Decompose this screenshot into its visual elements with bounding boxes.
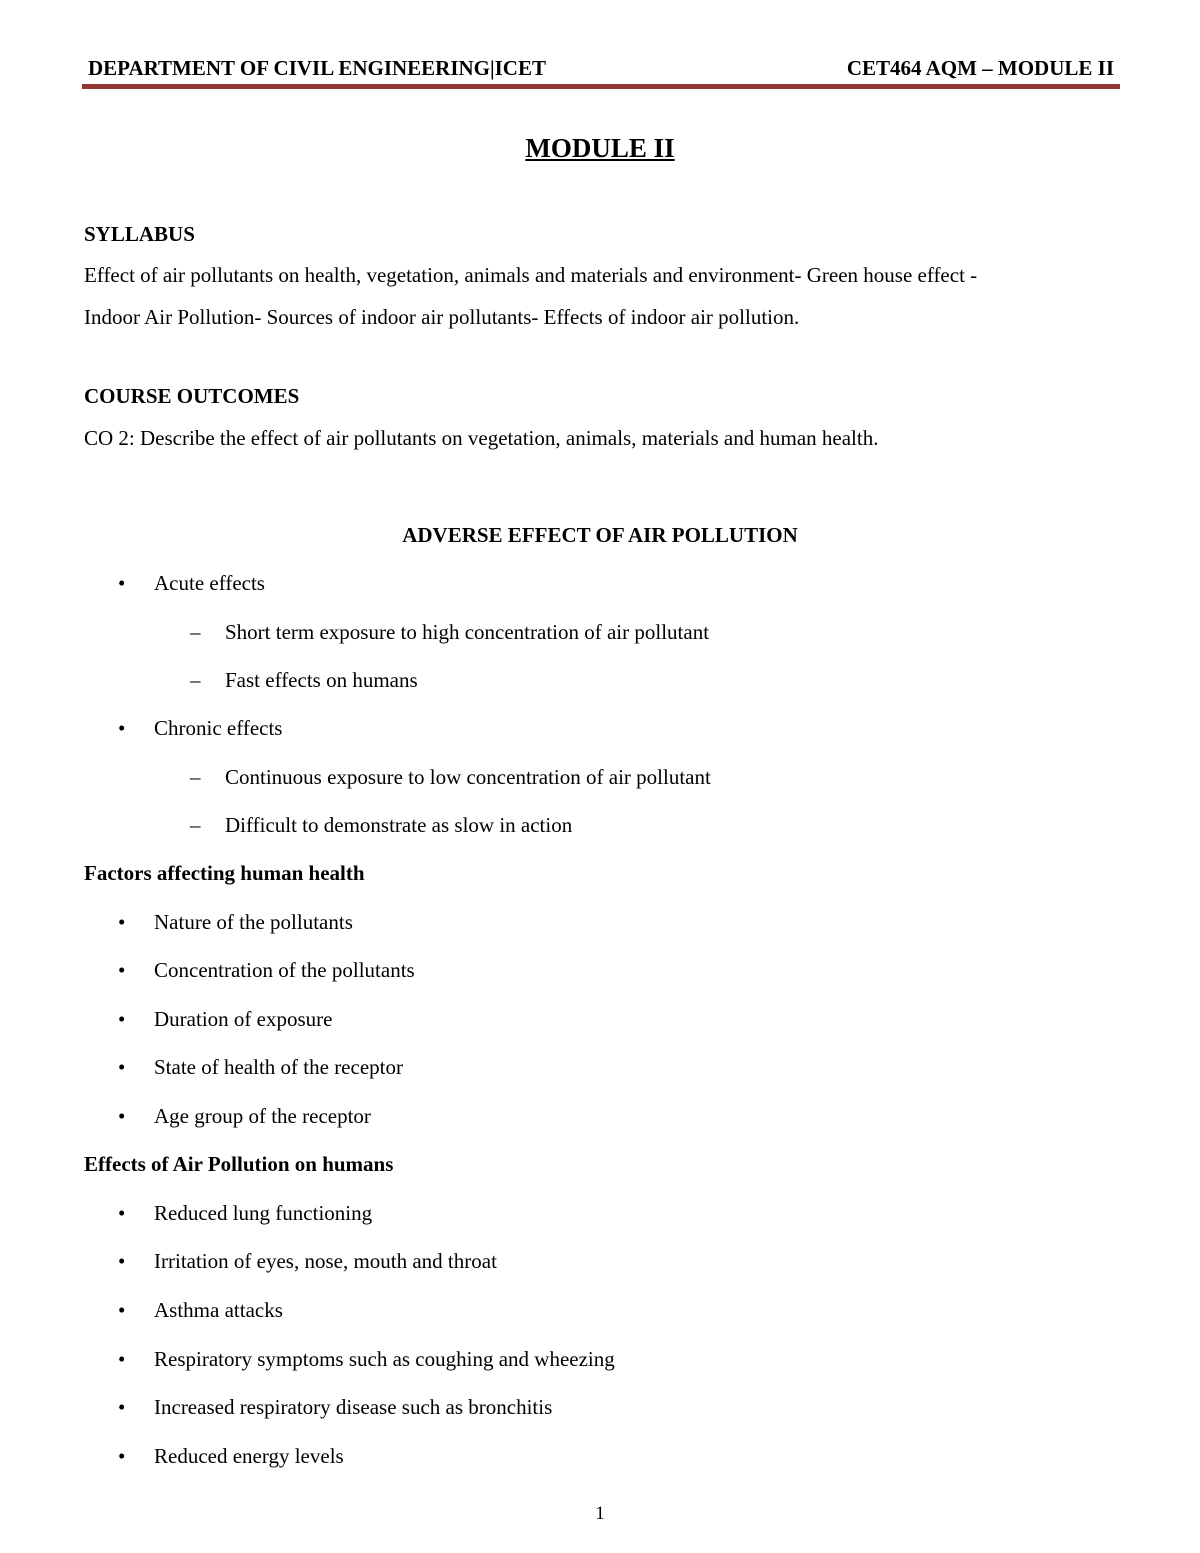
outcomes-heading: COURSE OUTCOMES xyxy=(84,384,300,408)
effects-heading: Effects of Air Pollution on humans xyxy=(84,1152,394,1176)
bullet-icon: • xyxy=(118,1444,126,1468)
dash-icon: – xyxy=(190,620,201,644)
effect-item: Reduced lung functioning xyxy=(154,1201,373,1225)
effect-item: Respiratory symptoms such as coughing and wheezing xyxy=(154,1347,615,1371)
page-title: MODULE II xyxy=(525,133,675,163)
course-outcome-2: CO 2: Describe the effect of air pollutants on vegetation, animals, materials and human health. xyxy=(84,426,879,450)
factors-heading: Factors affecting human health xyxy=(84,861,365,885)
syllabus-line-1: Effect of air pollutants on health, vegetation, animals and materials and environment- Green house effect - xyxy=(84,263,978,287)
bullet-icon: • xyxy=(118,571,126,595)
factor-item: Age group of the receptor xyxy=(154,1104,371,1128)
bullet-icon: • xyxy=(118,1104,126,1128)
acute-effects-label: Acute effects xyxy=(154,571,265,595)
chronic-effects-label: Chronic effects xyxy=(154,716,283,740)
factor-item: Duration of exposure xyxy=(154,1007,333,1031)
header-department: DEPARTMENT OF CIVIL ENGINEERING|ICET xyxy=(88,56,546,80)
dash-icon: – xyxy=(190,765,201,789)
factor-item: Concentration of the pollutants xyxy=(154,958,415,982)
bullet-icon: • xyxy=(118,910,126,934)
effect-item: Reduced energy levels xyxy=(154,1444,344,1468)
bullet-icon: • xyxy=(118,1055,126,1079)
adverse-effect-heading: ADVERSE EFFECT OF AIR POLLUTION xyxy=(402,523,798,547)
factor-item: Nature of the pollutants xyxy=(154,910,353,934)
header-rule xyxy=(82,84,1120,89)
bullet-icon: • xyxy=(118,1201,126,1225)
effect-item: Irritation of eyes, nose, mouth and throat xyxy=(154,1249,497,1273)
dash-icon: – xyxy=(190,668,201,692)
factor-item: State of health of the receptor xyxy=(154,1055,403,1079)
acute-item: Short term exposure to high concentration of air pollutant xyxy=(225,620,710,644)
syllabus-line-2: Indoor Air Pollution- Sources of indoor air pollutants- Effects of indoor air pollution. xyxy=(84,305,800,329)
bullet-icon: • xyxy=(118,1395,126,1419)
bullet-icon: • xyxy=(118,1007,126,1031)
effect-item: Increased respiratory disease such as bronchitis xyxy=(154,1395,553,1419)
syllabus-heading: SYLLABUS xyxy=(84,222,195,246)
chronic-item: Continuous exposure to low concentration of air pollutant xyxy=(225,765,711,789)
header-course-code: CET464 AQM – MODULE II xyxy=(846,56,1114,80)
page-number: 1 xyxy=(595,1503,605,1524)
bullet-icon: • xyxy=(118,958,126,982)
chronic-item: Difficult to demonstrate as slow in action xyxy=(225,813,573,837)
bullet-icon: • xyxy=(118,716,126,740)
bullet-icon: • xyxy=(118,1298,126,1322)
dash-icon: – xyxy=(190,813,201,837)
bullet-icon: • xyxy=(118,1249,126,1273)
bullet-icon: • xyxy=(118,1347,126,1371)
page-header xyxy=(88,56,1114,86)
acute-item: Fast effects on humans xyxy=(225,668,418,692)
effect-item: Asthma attacks xyxy=(154,1298,283,1322)
